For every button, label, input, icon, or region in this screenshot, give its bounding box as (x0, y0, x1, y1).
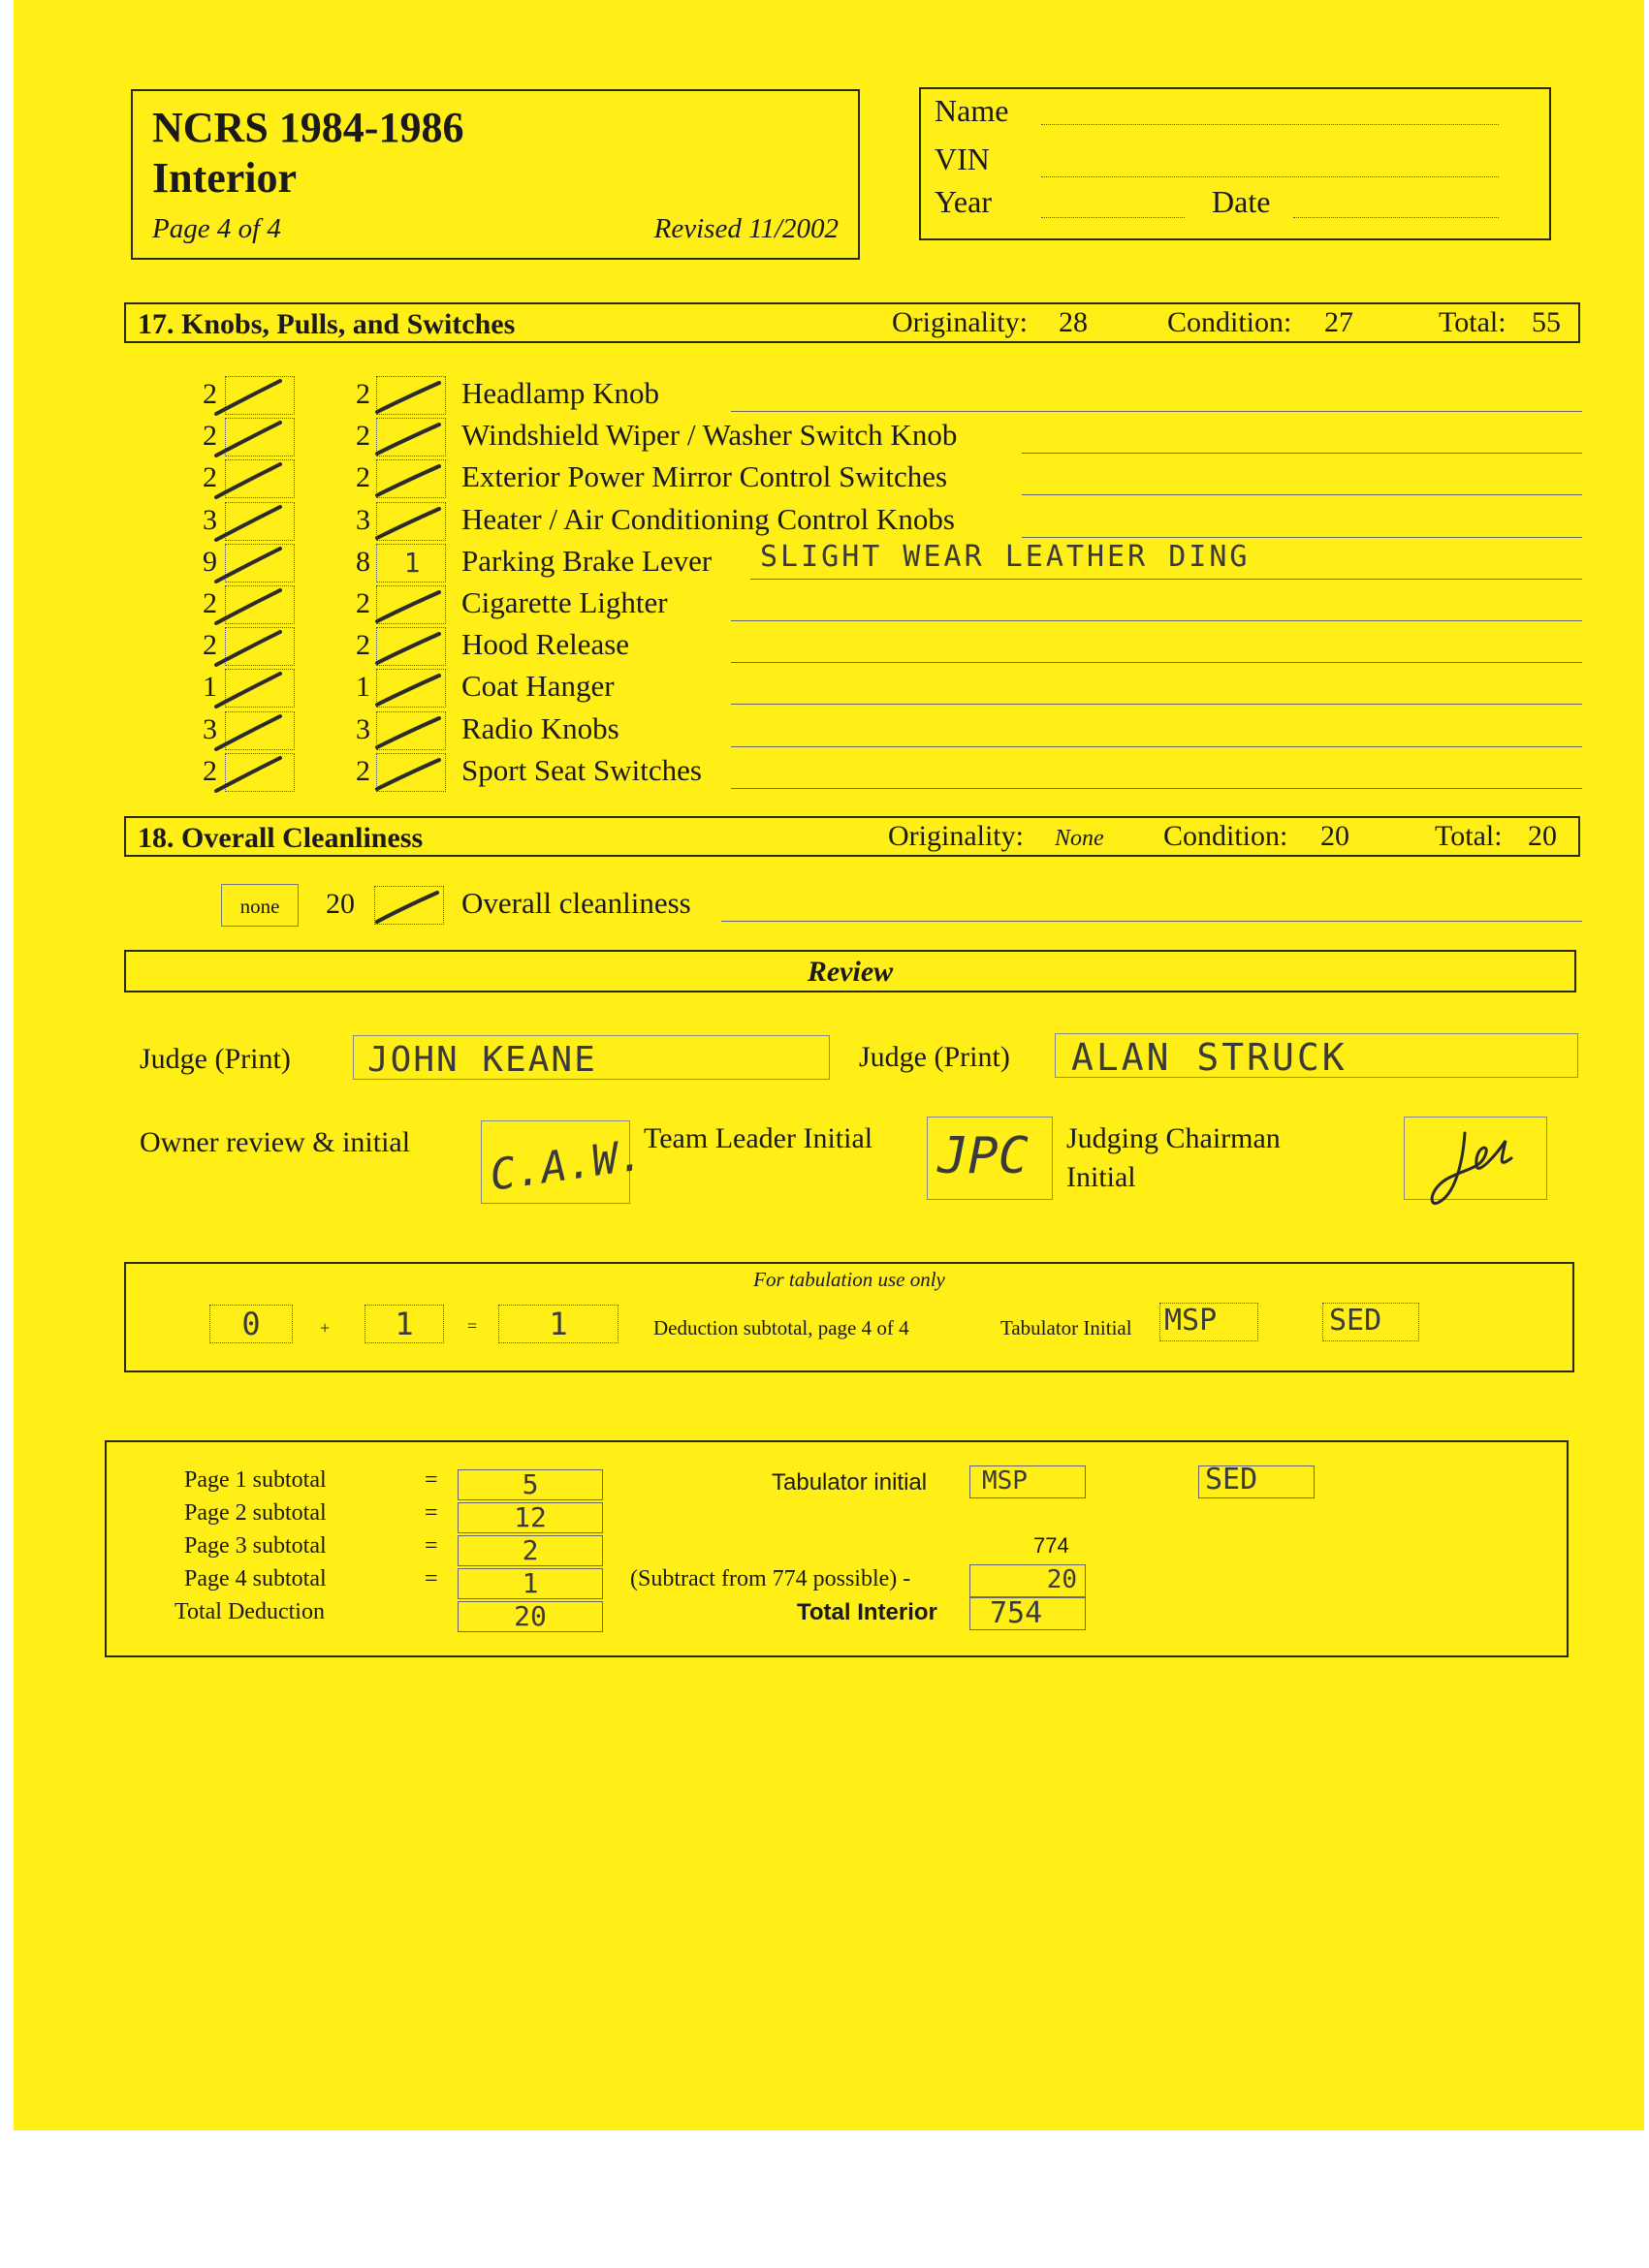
judge1-field[interactable] (353, 1035, 830, 1080)
tab-equals: = (467, 1316, 478, 1336)
subtotal-value-box[interactable] (458, 1469, 603, 1500)
condition-check-box[interactable] (376, 711, 446, 750)
section-17-total-label: Total: (1439, 306, 1506, 338)
totals-tab-initial1-box[interactable] (969, 1465, 1086, 1498)
check-mark-icon (371, 754, 441, 793)
subtotal-value: 20 (514, 1600, 547, 1632)
knob-row (14, 502, 1644, 543)
tab-initial-label: Tabulator Initial (1000, 1316, 1132, 1339)
originality-check-box[interactable] (225, 669, 295, 708)
total-interior-label: Total Interior (797, 1599, 937, 1625)
tab-value-b-box[interactable] (365, 1305, 444, 1343)
subtotal-label: Page 2 subtotal (184, 1500, 327, 1526)
tab-value-c-box[interactable] (498, 1305, 618, 1343)
originality-points: 3 (203, 504, 217, 536)
condition-points: 3 (356, 713, 370, 745)
cleanliness-originality-value: none (239, 895, 280, 918)
subtotal-value: 2 (522, 1534, 539, 1566)
totals-subtract-box[interactable] (969, 1564, 1086, 1597)
totals-tab-initial2: SED (1205, 1463, 1258, 1496)
form-sheet (14, 0, 1644, 2130)
condition-points: 1 (356, 671, 370, 703)
originality-points: 2 (203, 587, 217, 619)
judge1-name: JOHN KEANE (367, 1040, 597, 1080)
item-label: Windshield Wiper / Washer Switch Knob (461, 418, 958, 452)
total-interior-box[interactable] (969, 1597, 1086, 1630)
owner-info-box (919, 87, 1551, 240)
section-17-header (124, 302, 1580, 343)
subtotal-value: 5 (522, 1468, 539, 1500)
item-label: Radio Knobs (461, 711, 619, 745)
subtotal-value-box[interactable] (458, 1601, 603, 1632)
totals-subtract-label: (Subtract from 774 possible) - (630, 1566, 911, 1591)
condition-points: 8 (356, 546, 370, 578)
name-line[interactable] (1041, 124, 1499, 125)
team-leader-initial-box[interactable] (927, 1117, 1053, 1200)
section-17-condition: 27 (1324, 306, 1353, 338)
condition-check-box[interactable] (376, 376, 446, 415)
check-mark-icon (371, 712, 441, 751)
tabulation-caption: For tabulation use only (753, 1268, 945, 1291)
knob-row (14, 585, 1644, 626)
condition-check-box[interactable] (376, 669, 446, 708)
section-18-total-label: Total: (1435, 820, 1503, 852)
item-note-line[interactable] (731, 704, 1582, 705)
check-mark-icon (212, 628, 282, 667)
section-18-total: 20 (1528, 820, 1557, 852)
tabulation-box (124, 1262, 1574, 1372)
originality-points: 2 (203, 629, 217, 661)
year-label: Year (935, 184, 992, 219)
vin-line[interactable] (1041, 176, 1499, 177)
section-17-originality-label: Originality: (892, 306, 1028, 338)
knob-row (14, 627, 1644, 668)
subtotal-label: Page 3 subtotal (184, 1533, 327, 1559)
originality-points: 2 (203, 461, 217, 493)
judging-chairman-initial-box[interactable] (1404, 1117, 1547, 1200)
form-title: NCRS 1984-1986 (152, 104, 464, 151)
item-note-line[interactable] (731, 788, 1582, 789)
check-mark-icon (212, 754, 282, 793)
section-18-condition-label: Condition: (1163, 820, 1288, 852)
tab-initial2-box[interactable] (1322, 1303, 1419, 1341)
totals-possible: 774 (1033, 1533, 1069, 1558)
knob-row (14, 540, 1644, 584)
item-note-line[interactable] (731, 746, 1582, 747)
check-mark-icon (371, 377, 441, 416)
judging-chairman-label-line1: Judging Chairman (1066, 1122, 1281, 1154)
condition-points: 2 (356, 378, 370, 410)
condition-points: 2 (356, 629, 370, 661)
originality-check-box[interactable] (225, 376, 295, 415)
section-18-originality: None (1055, 826, 1104, 851)
judge1-label: Judge (Print) (140, 1043, 291, 1075)
subtotal-equals: = (425, 1500, 438, 1526)
check-mark-icon (371, 670, 441, 709)
item-label: Hood Release (461, 627, 630, 661)
totals-tab-initial1: MSP (982, 1466, 1028, 1496)
knob-row (14, 459, 1644, 500)
condition-check-box[interactable] (376, 502, 446, 541)
check-mark-icon (212, 670, 282, 709)
originality-check-box[interactable] (225, 418, 295, 457)
cleanliness-condition-value: 20 (326, 888, 355, 920)
knob-row (14, 418, 1644, 458)
page-number: Page 4 of 4 (152, 213, 281, 244)
originality-points: 2 (203, 378, 217, 410)
check-mark-icon (212, 545, 282, 583)
item-label: Heater / Air Conditioning Control Knobs (461, 502, 955, 536)
condition-points: 2 (356, 755, 370, 787)
tab-value-a: 0 (241, 1306, 261, 1342)
judging-chairman-label-line2: Initial (1066, 1161, 1136, 1193)
cleanliness-originality-box[interactable] (221, 884, 299, 927)
tab-subtotal-label: Deduction subtotal, page 4 of 4 (653, 1316, 909, 1339)
tab-value-a-box[interactable] (209, 1305, 293, 1343)
item-note-line[interactable] (731, 411, 1582, 412)
originality-points: 3 (203, 713, 217, 745)
tab-value-c: 1 (549, 1306, 568, 1342)
subtotal-equals: = (425, 1533, 438, 1559)
check-mark-icon (212, 460, 282, 499)
check-mark-icon (371, 419, 441, 457)
check-mark-icon (371, 586, 441, 625)
condition-check-box[interactable] (376, 753, 446, 792)
section-17-condition-label: Condition: (1167, 306, 1292, 338)
item-note-line[interactable] (731, 662, 1582, 663)
tab-plus: + (320, 1318, 331, 1338)
subtotal-label: Total Deduction (174, 1599, 325, 1624)
judge2-name: ALAN STRUCK (1071, 1036, 1348, 1079)
check-mark-icon (212, 377, 282, 416)
total-interior-value: 754 (990, 1596, 1043, 1630)
vin-label: VIN (935, 142, 990, 176)
check-mark-icon (371, 503, 441, 542)
condition-check-box[interactable] (376, 627, 446, 666)
item-label: Parking Brake Lever (461, 544, 713, 578)
year-line[interactable] (1041, 217, 1185, 218)
section-18-originality-label: Originality: (888, 820, 1024, 852)
condition-check-box[interactable] (376, 418, 446, 457)
subtotal-equals: = (425, 1566, 438, 1591)
subtotal-value: 1 (522, 1567, 539, 1599)
title-box (131, 89, 860, 260)
item-note: SLIGHT WEAR LEATHER DING (760, 540, 1251, 574)
section-18-title: 18. Overall Cleanliness (138, 822, 424, 854)
condition-points: 2 (356, 461, 370, 493)
originality-points: 1 (203, 671, 217, 703)
judge2-field[interactable] (1055, 1033, 1578, 1078)
date-line[interactable] (1293, 217, 1499, 218)
check-mark-icon (212, 419, 282, 457)
condition-check-box[interactable] (376, 544, 446, 583)
knob-row (14, 376, 1644, 417)
originality-check-box[interactable] (225, 711, 295, 750)
cleanliness-check-box[interactable] (374, 886, 444, 925)
originality-check-box[interactable] (225, 459, 295, 498)
check-mark-icon (371, 460, 441, 499)
subtotal-value-box[interactable] (458, 1535, 603, 1566)
totals-tab-initial2-box[interactable] (1198, 1465, 1315, 1498)
totals-subtract-value: 20 (1046, 1565, 1077, 1594)
originality-check-box[interactable] (225, 502, 295, 541)
section-18-header (124, 816, 1580, 857)
section-18-condition: 20 (1320, 820, 1349, 852)
knob-row (14, 711, 1644, 752)
subtotal-equals: = (425, 1467, 438, 1493)
check-mark-icon (212, 712, 282, 751)
owner-initial-box[interactable] (481, 1120, 647, 1204)
originality-check-box[interactable] (225, 753, 295, 792)
subtotal-label: Page 1 subtotal (184, 1467, 327, 1493)
originality-check-box[interactable] (225, 585, 295, 624)
team-leader-label: Team Leader Initial (644, 1122, 873, 1154)
cleanliness-label: Overall cleanliness (461, 886, 691, 920)
item-note-line[interactable] (750, 579, 1582, 580)
condition-check-box[interactable] (376, 459, 446, 498)
originality-points: 9 (203, 546, 217, 578)
date-label: Date (1212, 184, 1271, 219)
condition-check-box[interactable] (376, 585, 446, 624)
owner-initial: C.A.W. (487, 1130, 647, 1201)
revised-date: Revised 11/2002 (653, 213, 839, 244)
item-note-line[interactable] (1022, 453, 1582, 454)
tab-value-b: 1 (395, 1306, 414, 1342)
form-subtitle: Interior (152, 154, 298, 202)
originality-check-box[interactable] (225, 544, 295, 583)
condition-points: 3 (356, 504, 370, 536)
subtotal-label: Page 4 subtotal (184, 1566, 327, 1591)
subtotal-value-box[interactable] (458, 1502, 603, 1533)
subtotal-value: 12 (514, 1501, 547, 1533)
knob-row (14, 669, 1644, 709)
condition-points: 2 (356, 587, 370, 619)
check-mark-icon (371, 628, 441, 667)
originality-points: 2 (203, 755, 217, 787)
knob-row (14, 753, 1644, 794)
subtotal-value-box[interactable] (458, 1568, 603, 1599)
originality-check-box[interactable] (225, 627, 295, 666)
section-17-total: 55 (1532, 306, 1561, 338)
tab-initial1-box[interactable] (1159, 1303, 1258, 1341)
condition-points: 2 (356, 420, 370, 452)
review-title: Review (807, 956, 894, 988)
name-label: Name (935, 93, 1009, 128)
item-label: Sport Seat Switches (461, 753, 702, 787)
review-header (124, 950, 1576, 992)
item-label: Headlamp Knob (461, 376, 660, 410)
item-label: Cigarette Lighter (461, 585, 668, 619)
cleanliness-note-line[interactable] (721, 921, 1582, 922)
section-17-originality: 28 (1059, 306, 1088, 338)
originality-points: 2 (203, 420, 217, 452)
section-17-title: 17. Knobs, Pulls, and Switches (138, 308, 516, 340)
condition-deduction: 1 (403, 547, 421, 579)
check-mark-icon (373, 887, 443, 926)
owner-review-label: Owner review & initial (140, 1126, 411, 1158)
judge2-label: Judge (Print) (859, 1041, 1010, 1073)
item-note-line[interactable] (731, 620, 1582, 621)
item-note-line[interactable] (1022, 537, 1582, 538)
chairman-signature-icon (1405, 1114, 1548, 1211)
team-leader-initial: JPC (937, 1127, 1029, 1185)
totals-tab-initial-label: Tabulator initial (772, 1469, 928, 1496)
check-mark-icon (212, 503, 282, 542)
item-label: Coat Hanger (461, 669, 615, 703)
item-note-line[interactable] (1022, 494, 1582, 495)
tab-initial2: SED (1329, 1304, 1382, 1338)
totals-box (105, 1440, 1569, 1657)
tab-initial1: MSP (1164, 1304, 1218, 1338)
check-mark-icon (212, 586, 282, 625)
item-label: Exterior Power Mirror Control Switches (461, 459, 948, 493)
